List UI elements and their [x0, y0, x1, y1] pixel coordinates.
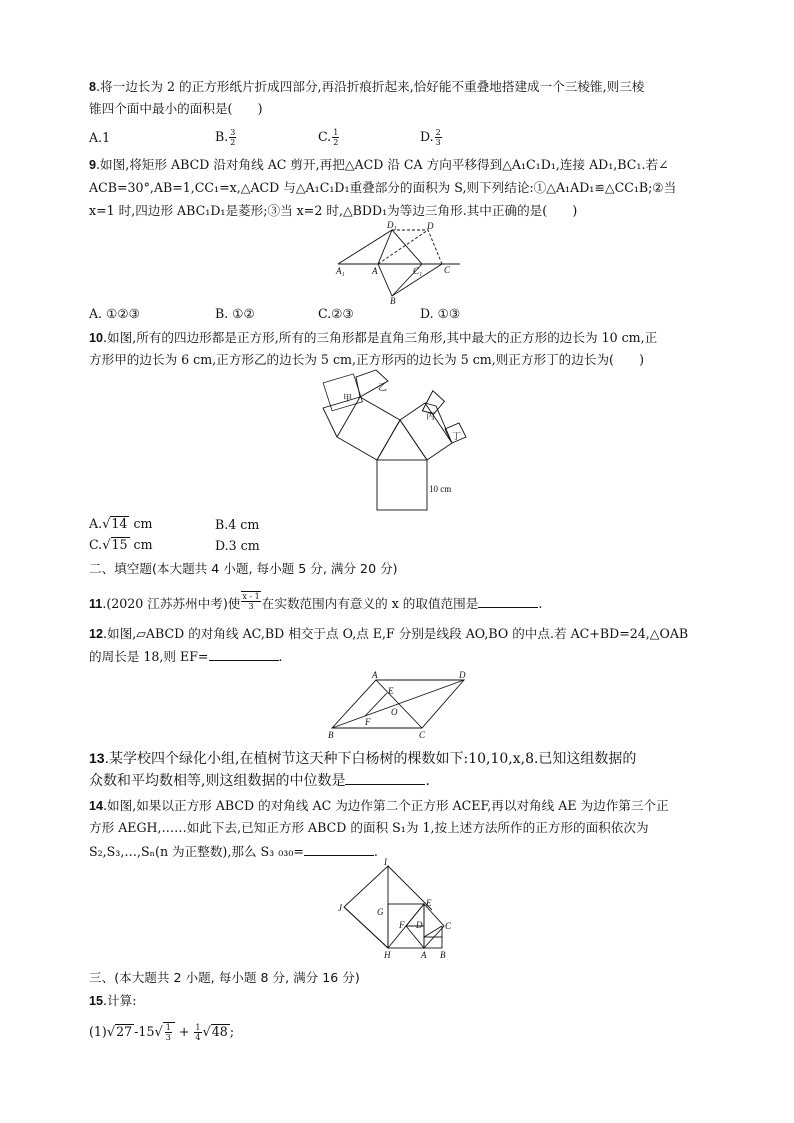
- q10-left-triangle: [323, 397, 360, 437]
- q8-text-1: .将一边长为 2 的正方形纸片折成四部分,再沿折痕折起来,恰好能不重叠地搭建成一个三棱锥,则三棱: [96, 79, 645, 94]
- q13-number: 13: [89, 750, 105, 766]
- q10-text-1: .如图,所有的四边形都是正方形,所有的三角形都是直角三角形,其中最大的正方形的边长为 10 cm,正: [103, 330, 658, 345]
- q13-text-1: .某学校四个绿化小组,在植树节这天种下白杨树的棵数如下:10,10,x,8.已知这组数据的: [104, 751, 637, 767]
- q10-big-square: [377, 460, 427, 510]
- q9-label-c1: C₁: [413, 266, 423, 276]
- q14-label-g: G: [377, 907, 384, 917]
- q12-figure: [322, 668, 472, 740]
- q10-main-triangle: [377, 420, 427, 460]
- q14-number: 14: [89, 799, 104, 813]
- q12-diagonal-bd: [332, 680, 464, 728]
- q14-label-b: B: [440, 950, 446, 960]
- q12-label-b: B: [328, 730, 334, 740]
- q8-line-1: [89, 79, 644, 95]
- section-2-heading: 二、填空题(本大题共 4 小题, 每小题 5 分, 满分 20 分): [89, 561, 398, 576]
- q13-line-2: 众数和平均数相等,则这组数据的中位数是 .: [89, 773, 430, 789]
- q9-number: 9: [89, 158, 97, 172]
- q14-square-acef-part: [424, 904, 444, 948]
- q15-title-line: [89, 993, 136, 1009]
- q14-line-2: 方形 AEGH,……如此下去,已知正方形 ABCD 的面积 S₁为 1,按上述方法所作的正方形的面积依次为: [89, 820, 649, 835]
- q9-text-1: .如图,将矩形 ABCD 沿对角线 AC 剪开,再把△ACD 沿 CA 方向平移得到△A₁C₁D₁,连接 AD₁,BC₁.若∠: [96, 157, 669, 172]
- q10-label-jia: 甲: [343, 393, 353, 403]
- q14-label-a: A: [421, 950, 427, 960]
- q13-line-1: [89, 750, 636, 767]
- q14-label-e: E: [426, 898, 432, 908]
- q10-number: 10: [89, 331, 104, 345]
- q10-label-ding: 丁: [452, 431, 462, 441]
- q10-line-1: [89, 330, 657, 346]
- q10-label-bing: 丙: [426, 411, 436, 421]
- q10-figure: [318, 368, 478, 514]
- q9-option-b: B. ①②: [215, 306, 255, 321]
- q9-dashed-ad: [378, 230, 428, 264]
- q8-option-a: A.1: [89, 130, 111, 145]
- q11-number: 11: [89, 597, 103, 611]
- q9-line-1: [89, 157, 669, 173]
- q8-option-c: C. $\frac{1}{2}$: [318, 128, 339, 147]
- q9-line-2: ACB=30°,AB=1,CC₁=x,△ACD 与△A₁C₁D₁重叠部分的面积为 S,则下列结论:①△A₁AD₁≌△CC₁B;②当: [89, 180, 677, 195]
- q14-figure: [336, 858, 466, 962]
- q12-label-o: O: [391, 707, 398, 717]
- q10-option-d: D.3 cm: [215, 538, 260, 553]
- q12-number: 12: [89, 627, 104, 641]
- q8-line-2: 锥四个面中最小的面积是( ): [89, 101, 263, 116]
- q12-text-1: .如图,▱ABCD 的对角线 AC,BD 相交于点 O,点 E,F 分别是线段 AO,BO 的中点.若 AC+BD=24,△OAB: [103, 626, 689, 641]
- q10-option-b: B.4 cm: [215, 517, 260, 532]
- q12-label-c: C: [419, 730, 426, 740]
- q14-label-f: F: [399, 920, 405, 930]
- q9-label-d1: D₁: [387, 220, 397, 230]
- q10-option-a: A.√14 cm: [89, 516, 153, 532]
- q14-label-j: J: [338, 903, 342, 913]
- q9-option-d: D. ①③: [420, 306, 461, 321]
- q9-option-c: C.②③: [318, 306, 354, 321]
- q10-option-c: C.√15 cm: [89, 537, 153, 553]
- q12-segment-ef: [365, 693, 387, 716]
- q9-figure: [330, 218, 470, 306]
- q9-label-b: B: [390, 296, 396, 306]
- q14-label-i: I: [384, 858, 387, 867]
- q11-answer-blank[interactable]: [478, 595, 538, 608]
- q14-label-h: H: [384, 950, 391, 960]
- q15-part-1: (1)√27 -15√ $\frac{1}{3}$ + $\frac{1}{4}$ √48 ;: [89, 1023, 235, 1042]
- q9-label-a: A: [372, 266, 378, 276]
- q12-label-d: D: [459, 670, 466, 680]
- q10-label-length: 10 cm: [429, 484, 452, 494]
- q9-label-c: C: [444, 265, 451, 275]
- q11-line: 11.(2020 江苏苏州中考)使 $\frac{x - 1}{3}$ 在实数范围内有意义的 x 的取值范围是 .: [89, 591, 543, 611]
- q12-label-e: E: [388, 686, 394, 696]
- q10-label-yi: 乙: [378, 382, 388, 392]
- q9-option-a: A. ①②③: [89, 306, 140, 321]
- q9-line-3: x=1 时,四边形 ABC₁D₁是菱形;③当 x=2 时,△BDD₁为等边三角形.其中正确的是( ): [89, 203, 578, 218]
- q14-line-1: [89, 798, 669, 814]
- q13-answer-blank[interactable]: [345, 772, 425, 785]
- q8-option-d: D. $\frac{2}{3}$: [420, 128, 441, 147]
- q15-title: .计算:: [103, 993, 137, 1008]
- q8-number: 8: [89, 80, 97, 94]
- q9-segment-ad1: [378, 230, 392, 264]
- q12-answer-blank[interactable]: [209, 648, 279, 661]
- q10-line-2: 方形甲的边长为 6 cm,正方形乙的边长为 5 cm,正方形丙的边长为 5 cm,则正方形丁的边长为( ): [89, 352, 645, 367]
- q14-line-3: S₂,S₃,…,Sₙ(n 为正整数),那么 S₃ ₀₃₀= .: [89, 844, 378, 859]
- q8-option-b: B. $\frac{3}{2}$: [215, 128, 236, 147]
- q12-line-2: 的周长是 18,则 EF= .: [89, 649, 283, 664]
- q14-label-d: D: [416, 920, 423, 930]
- q12-label-f: F: [365, 717, 371, 727]
- q14-text-1: .如图,如果以正方形 ABCD 的对角线 AC 为边作第二个正方形 ACEF,再以对角线 AE 为边作第三个正: [103, 798, 669, 813]
- section-3-heading: 三、(本大题共 2 小题, 每小题 8 分, 满分 16 分): [89, 970, 360, 985]
- q14-answer-blank[interactable]: [304, 843, 374, 856]
- q15-number: 15: [89, 994, 104, 1008]
- q12-label-a: A: [372, 670, 378, 680]
- q14-label-c: C: [445, 921, 452, 931]
- q9-label-a1: A₁: [336, 266, 345, 276]
- q12-line-1: [89, 626, 688, 642]
- q9-triangle-abc: [378, 264, 442, 296]
- q9-label-d: D: [427, 221, 434, 231]
